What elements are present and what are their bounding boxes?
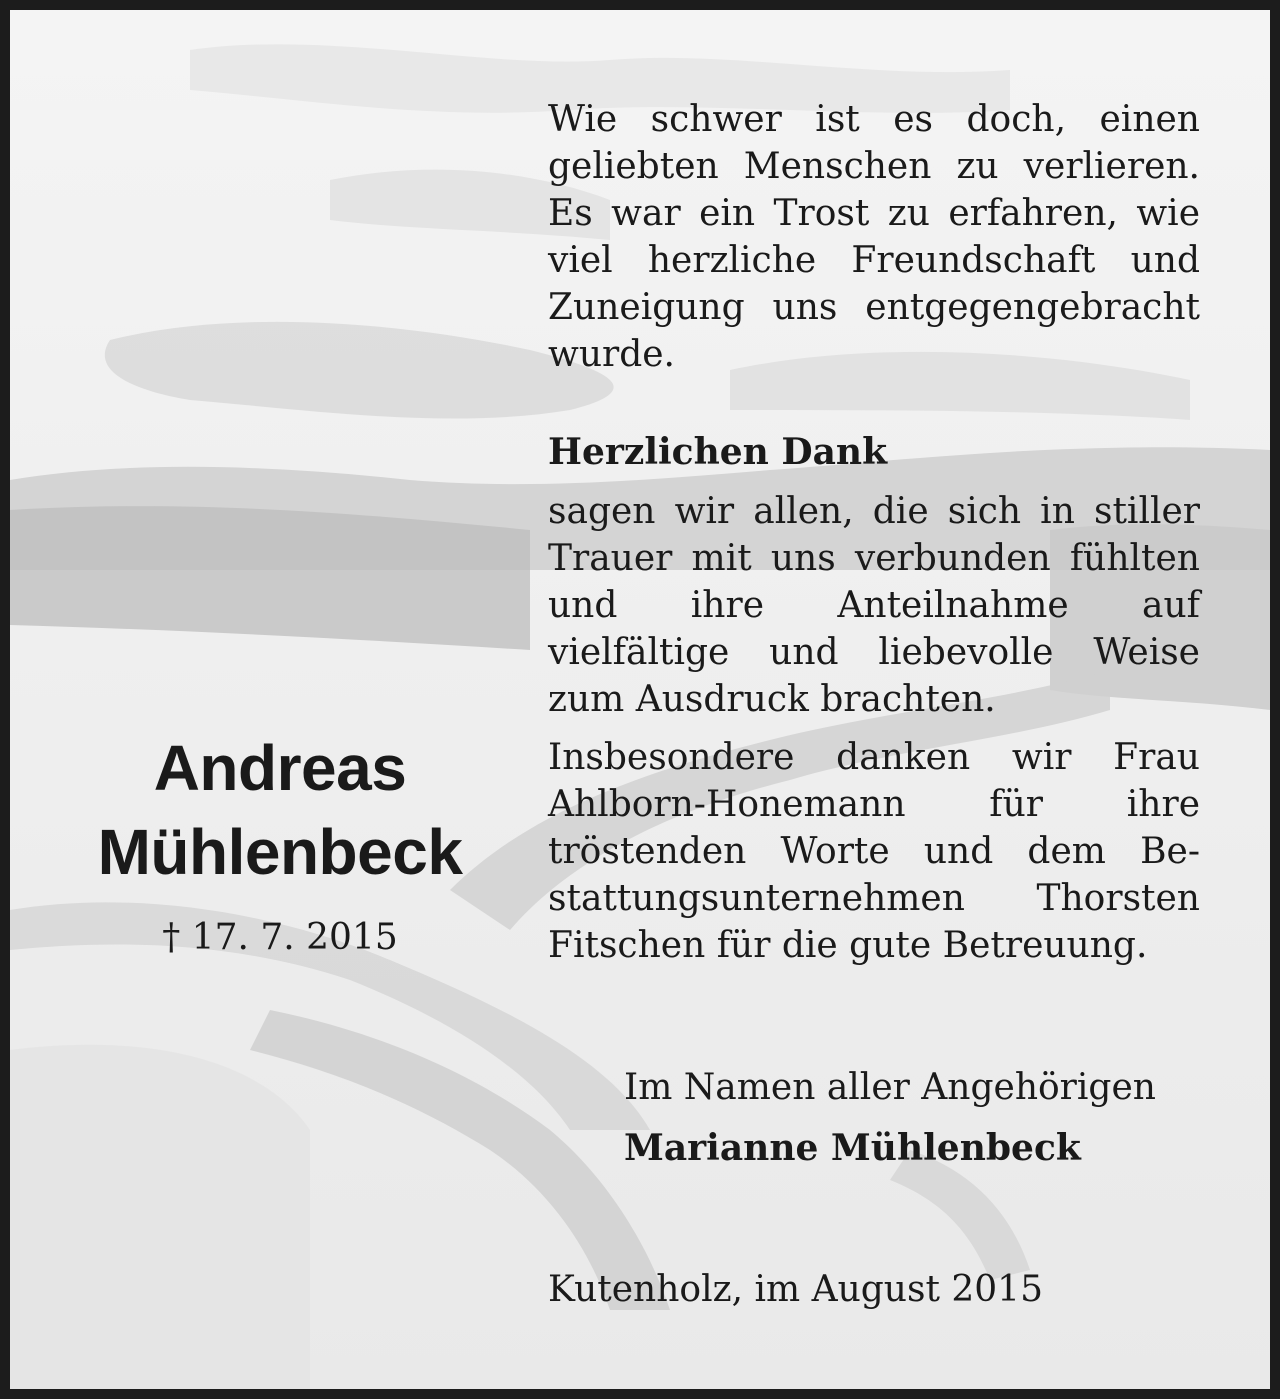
- deceased-last-name: Mühlenbeck: [97, 816, 463, 888]
- thanks-heading: Herzlichen Dank: [548, 431, 888, 473]
- special-thanks-paragraph: Insbesondere danken wir Frau Ahlborn-Honemann für ihre tröstenden Worte und dem Bestattungsunternehmen Thorsten Fitschen für die gute Betreuung.: [548, 737, 1200, 966]
- thanks-paragraph: sagen wir allen, die sich in stiller Trauer mit uns verbunden fühlten und ihre Anteilnahme auf vielfältige und liebevolle Weise zum Ausdruck brachten.: [548, 491, 1200, 720]
- intro-paragraph: Wie schwer ist es doch, einen geliebten Menschen zu verlieren. Es war ein Trost zu erfahren, wie viel herzliche Freundschaft und Zuneigung uns entgegengebracht wurde.: [548, 99, 1200, 375]
- signature-name: Marianne Mühlenbeck: [624, 1127, 1081, 1169]
- place-date: Kutenholz, im August 2015: [548, 1269, 1043, 1310]
- deceased-first-name: Andreas: [153, 732, 407, 804]
- signature-line: Im Namen aller Angehörigen: [624, 1067, 1156, 1108]
- death-date: † 17. 7. 2015: [162, 917, 398, 958]
